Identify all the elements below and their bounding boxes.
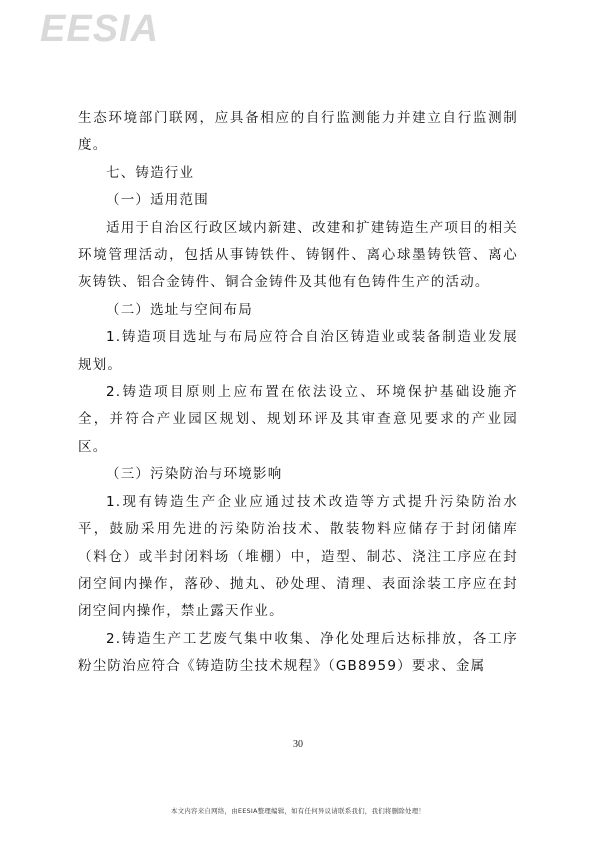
eesia-logo: EESIA [40,8,160,50]
paragraph-pollution-1: 1.现有铸造生产企业应通过技术改造等方式提升污染防治水平，鼓励采用先进的污染防治技术、散装物料应储存于封闭储库（料仓）或半封闭料场（堆棚）中，造型、制芯、浇注工序应在封闭空间内操作，落砂、抛丸、砂处理、清理、表面涂装工序应在封闭空间内操作，禁止露天作业。 [78,493,518,620]
paragraph-scope: 适用于自治区行政区域内新建、改建和扩建铸造生产项目的相关环境管理活动，包括从事铸铁件、铸钢件、离心球墨铸铁管、离心灰铸铁、铝合金铸件、铜合金铸件及其他有色铸件生产的活动。 [78,219,518,291]
paragraph-continuation: 生态环境部门联网，应具备相应的自行监测能力并建立自行监测制度。 [78,110,518,154]
subheading-scope: （一）适用范围 [106,192,209,209]
footer-disclaimer: 本文内容来自网络，由EESIA整理编辑，如有任何异议请联系我们，我们将删除处理！ [170,807,426,815]
paragraph-pollution-2: 2.铸造生产工艺废气集中收集、净化处理后达标排放，各工序粉尘防治应符合《铸造防尘技术规程》（GB8959）要求、金属 [78,630,518,675]
section-heading-7: 七、铸造行业 [106,164,195,181]
subheading-pollution: （三）污染防治与环境影响 [106,466,283,483]
page-number: 30 [293,739,303,750]
document-body [78,105,518,681]
paragraph-site-2: 2.铸造项目原则上应布置在依法设立、环境保护基础设施齐全，并符合产业园区规划、规划环评及其审查意见要求的产业园区。 [78,384,518,455]
subheading-site-layout: （二）选址与空间布局 [106,301,253,318]
paragraph-site-1: 1.铸造项目选址与布局应符合自治区铸造业或装备制造业发展规划。 [78,329,518,373]
